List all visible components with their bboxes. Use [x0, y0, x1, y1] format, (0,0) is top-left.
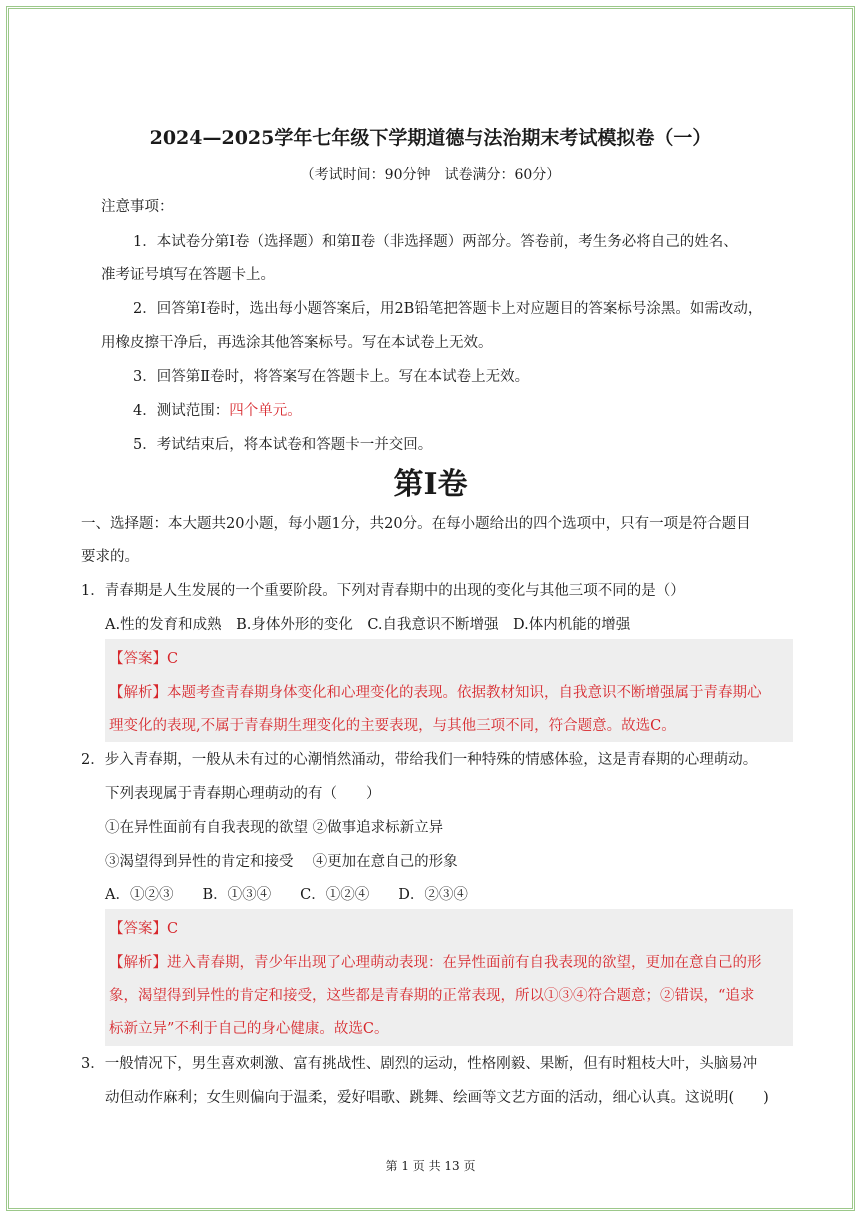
exam-subtitle: （考试时间：90分钟 试卷满分：60分） — [300, 167, 561, 183]
q2-item-line-1: ①在异性面前有自我表现的欲望 ②做事追求标新立异 — [105, 820, 444, 836]
q2-analysis-line-3: 标新立异”不利于自己的身心健康。故选C。 — [109, 1021, 389, 1037]
notice-item-2-line-1: 2．回答第Ⅰ卷时，选出每小题答案后，用2B铅笔把答题卡上对应题目的答案标号涂黑。如需改动， — [133, 301, 763, 317]
notice-item-2-line-2: 用橡皮擦干净后，再选涂其他答案标号。写在本试卷上无效。 — [101, 335, 493, 351]
notice-item-1-line-2: 准考证号填写在答题卡上。 — [101, 267, 275, 283]
q1-stem: 1．青春期是人生发展的一个重要阶段。下列对青春期中的出现的变化与其他三项不同的是（） — [81, 583, 685, 599]
q2-analysis-line-1: 【解析】进入青春期，青少年出现了心理萌动表现：在异性面前有自我表现的欲望，更加在意自己的形 — [109, 955, 762, 971]
exam-page — [6, 6, 855, 1211]
page-footer: 第 1 页 共 13 页 — [385, 1159, 476, 1173]
q1-analysis-line-2: 理变化的表现,不属于青春期生理变化的主要表现，与其他三项不同，符合题意。故选C。 — [109, 718, 676, 734]
notice-heading: 注意事项： — [101, 199, 174, 215]
notice-item-4-prefix: 4．测试范围： — [133, 403, 230, 419]
q2-options: A．①②③ B．①③④ C．①②④ D．②③④ — [105, 887, 468, 903]
q1-analysis-line-1: 【解析】本题考查青春期身体变化和心理变化的表现。依据教材知识，自我意识不断增强属于青春期心 — [109, 685, 762, 701]
q3-stem-line-2: 动但动作麻利；女生则偏向于温柔，爱好唱歌、跳舞、绘画等文艺方面的活动，细心认真。这说明( ) — [105, 1090, 769, 1106]
notice-item-5: 5．考试结束后，将本试卷和答题卡一并交回。 — [133, 437, 433, 453]
q2-answer-box — [105, 909, 793, 1046]
section-intro-line-1: 一、选择题：本大题共20小题，每小题1分，共20分。在每小题给出的四个选项中，只有一项是符合题目 — [81, 516, 751, 532]
q2-answer: 【答案】C — [109, 921, 179, 937]
section-intro-line-2: 要求的。 — [81, 549, 139, 565]
q2-item-line-2: ③渴望得到异性的肯定和接受 ④更加在意自己的形象 — [105, 854, 458, 870]
q3-stem-line-1: 3．一般情况下，男生喜欢刺激、富有挑战性、剧烈的运动，性格刚毅、果断，但有时粗枝大叶，头脑易冲 — [81, 1056, 758, 1072]
q2-analysis-line-2: 象，渴望得到异性的肯定和接受，这些都是青春期的正常表现，所以①③④符合题意；②错误，“追求 — [109, 988, 755, 1004]
notice-item-4-value: 四个单元。 — [229, 403, 302, 419]
q1-answer-box — [105, 639, 793, 742]
exam-title: 2024—2025学年七年级下学期道德与法治期末考试模拟卷（一） — [149, 127, 712, 149]
q1-options: A.性的发育和成熟 B.身体外形的变化 C.自我意识不断增强 D.体内机能的增强 — [105, 617, 631, 633]
notice-item-1-line-1: 1．本试卷分第Ⅰ卷（选择题）和第Ⅱ卷（非选择题）两部分。答卷前，考生务必将自己的姓名、 — [133, 234, 738, 250]
q2-stem-line-2: 下列表现属于青春期心理萌动的有（ ） — [105, 786, 381, 802]
q1-answer: 【答案】C — [109, 651, 179, 667]
notice-item-3: 3．回答第Ⅱ卷时，将答案写在答题卡上。写在本试卷上无效。 — [133, 369, 530, 385]
section-title: 第Ⅰ卷 — [393, 467, 468, 502]
q2-stem-line-1: 2．步入青春期，一般从未有过的心潮悄然涌动，带给我们一种特殊的情感体验，这是青春期的心理萌动。 — [81, 752, 758, 768]
notice-item-4 — [133, 401, 302, 421]
